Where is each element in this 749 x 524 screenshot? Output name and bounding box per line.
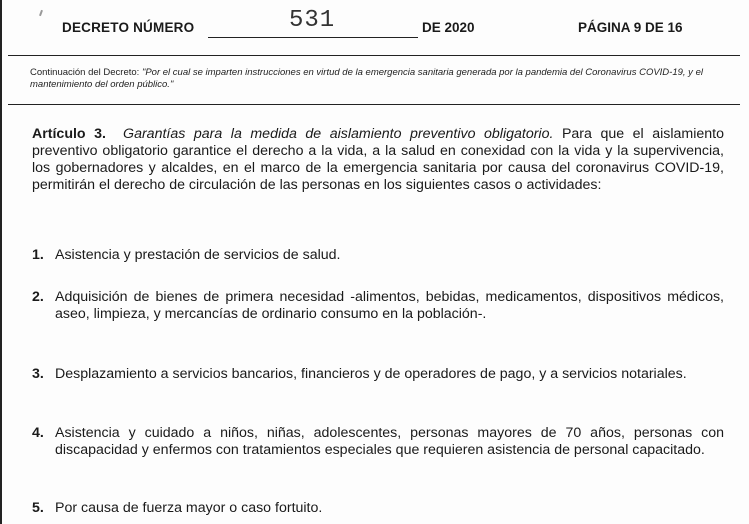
list-item: [32, 247, 724, 264]
list-item-number: 4.: [32, 425, 44, 441]
decreto-number: 531: [289, 7, 336, 34]
article-paragraph: [32, 126, 724, 194]
list-item: [32, 500, 724, 517]
page-edge-rule: [0, 0, 2, 524]
continuation-text: [30, 67, 736, 91]
decreto-label: DECRETO NÚMERO: [62, 20, 195, 35]
article-body: Para que el aislamiento preventivo obligatorio garantice el derecho a la vida, a la salud en conexidad con la vida y la supervivencia, los gobernadores y alcaldes, en el marco de la emergencia sanitaria por causa del coronavirus COVID-19, permitirán el derecho de circulación de las personas en los siguientes casos o actividades:: [32, 126, 724, 193]
list-item-number: 1.: [32, 247, 44, 263]
list-item: [32, 425, 724, 459]
list-item-number: 5.: [32, 500, 44, 516]
article-title: Artículo 3.: [32, 126, 106, 142]
year-label: DE 2020: [422, 20, 475, 35]
continuation-quote: "Por el cual se imparten instrucciones en virtud de la emergencia sanitaria generada por la pandemia del Coronavirus COVID-19, y el mantenimiento del orden público.": [30, 67, 703, 90]
page-label: PÁGINA 9 DE 16: [578, 20, 683, 35]
article-subtitle: Garantías para la medida de aislamiento preventivo obligatorio.: [123, 126, 554, 142]
list-item-text: Desplazamiento a servicios bancarios, financieros y de operadores de pago, y a servicios notariales.: [55, 366, 687, 382]
continuation-prefix: Continuación del Decreto:: [30, 67, 142, 78]
list-item-text: Asistencia y prestación de servicios de salud.: [55, 247, 341, 263]
document-header: [0, 0, 749, 44]
list-item-text: Adquisición de bienes de primera necesidad -alimentos, bebidas, medicamentos, dispositivos médicos, aseo, limpieza, y mercancías de ordinario consumo en la población-.: [55, 289, 724, 322]
list-item: [32, 366, 724, 383]
list-item-number: 3.: [32, 366, 44, 382]
number-underline: [208, 37, 418, 38]
list-item: [32, 289, 724, 323]
list-item-number: 2.: [32, 289, 44, 305]
list-item-text: Por causa de fuerza mayor o caso fortuito.: [55, 500, 323, 516]
list-item-text: Asistencia y cuidado a niños, niñas, adolescentes, personas mayores de 70 años, personas con discapacidad y enfermos con tratamientos especiales que requieren asistencia de personal capacitado.: [55, 425, 724, 458]
continuation-box: [8, 55, 740, 105]
